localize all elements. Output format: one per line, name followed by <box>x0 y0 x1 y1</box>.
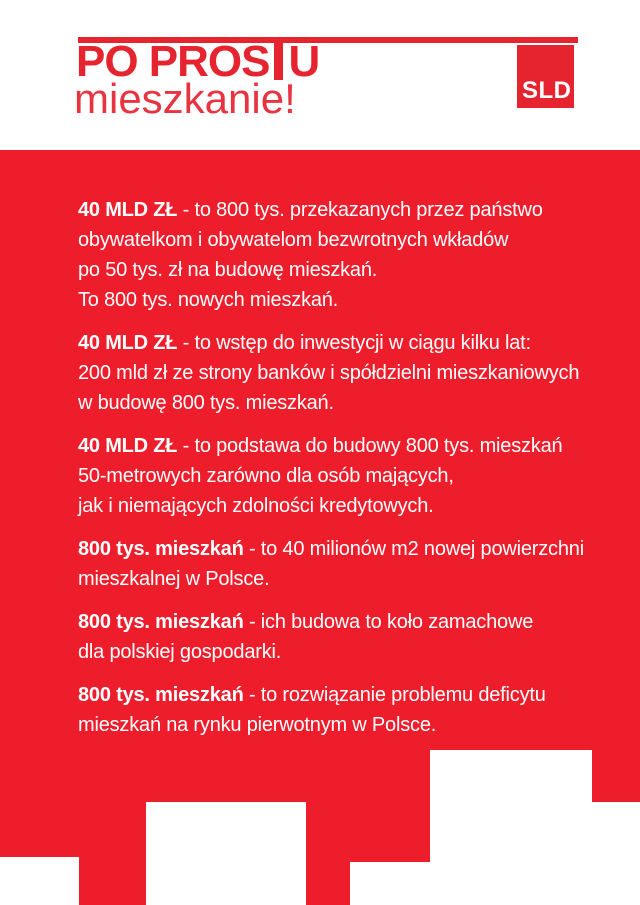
paragraph-lead: 800 tys. mieszkań <box>78 538 244 560</box>
sld-logo <box>517 45 574 108</box>
skyline-block <box>430 750 592 905</box>
paragraph: 40 MLD ZŁ - to 800 tys. przekazanych przez państwo obywatelkom i obywatelom bezwrotnych wkładów po 50 tys. zł na budowę mieszkań. To 800 tys. nowych mieszkań. <box>78 199 543 311</box>
skyline-block <box>350 862 430 905</box>
paragraph-lead: 800 tys. mieszkań <box>78 611 244 633</box>
skyline-block <box>0 857 79 905</box>
paragraph: 800 tys. mieszkań - ich budowa to koło zamachowe dla polskiej gospodarki. <box>78 611 534 663</box>
sld-logo-label: SLD <box>522 77 572 104</box>
subtitle: mieszkanie! <box>74 75 296 122</box>
headline-part-before-t: PO PROS <box>76 37 270 86</box>
body-text <box>78 195 623 753</box>
paragraph-lead: 40 MLD ZŁ <box>78 332 178 354</box>
skyline-block <box>592 802 640 905</box>
paragraph-lead: 800 tys. mieszkań <box>78 684 244 706</box>
paragraph-lead: 40 MLD ZŁ <box>78 199 178 221</box>
paragraph: 40 MLD ZŁ - to wstęp do inwestycji w ciągu kilku lat: 200 mld zł ze strony banków i spółdzielni mieszkaniowych w budowę 800 tys. mieszkań. <box>78 332 580 414</box>
skyline-block <box>146 802 306 905</box>
headline-part-after-t: U <box>288 37 320 86</box>
paragraph: 800 tys. mieszkań - to 40 milionów m2 nowej powierzchni mieszkalnej w Polsce. <box>78 538 584 590</box>
paragraph: 800 tys. mieszkań - to rozwiązanie problemu deficytu mieszkań na rynku pierwotnym w Polsce. <box>78 684 546 736</box>
paragraph: 40 MLD ZŁ - to podstawa do budowy 800 tys. mieszkań 50-metrowych zarówno dla osób mających, jak i niemających zdolności kredytowych. <box>78 435 563 517</box>
paragraph-lead: 40 MLD ZŁ <box>78 435 178 457</box>
